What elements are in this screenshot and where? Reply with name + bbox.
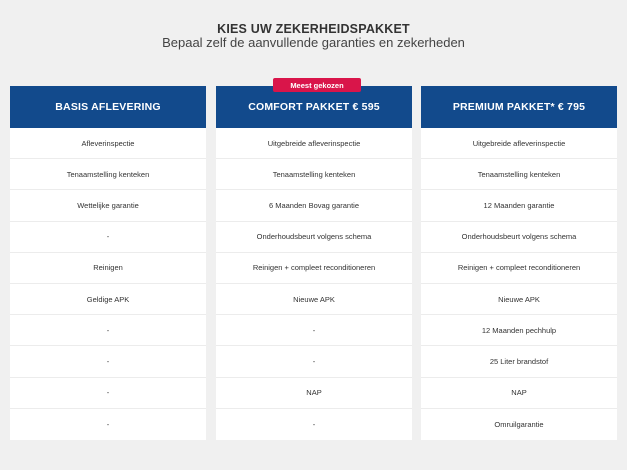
feature-row: Omruilgarantie <box>421 409 617 440</box>
plan-column-basis[interactable] <box>10 86 206 440</box>
page-subtitle: Bepaal zelf de aanvullende garanties en zekerheden <box>162 35 465 50</box>
feature-row: 25 Liter brandstof <box>421 346 617 377</box>
feature-row: - <box>216 409 412 440</box>
feature-row: Geldige APK <box>10 284 206 315</box>
plan-header-comfort[interactable]: COMFORT PAKKET € 595 <box>216 86 412 128</box>
feature-row: Onderhoudsbeurt volgens schema <box>421 222 617 253</box>
feature-row: - <box>10 346 206 377</box>
feature-row: Afleverinspectie <box>10 128 206 159</box>
feature-row: Tenaamstelling kenteken <box>421 159 617 190</box>
feature-row: Uitgebreide afleverinspectie <box>421 128 617 159</box>
feature-row: 12 Maanden garantie <box>421 190 617 221</box>
feature-row: Tenaamstelling kenteken <box>216 159 412 190</box>
feature-row: - <box>10 409 206 440</box>
plan-column-comfort[interactable] <box>216 86 412 440</box>
feature-row: Wettelijke garantie <box>10 190 206 221</box>
feature-row: NAP <box>421 378 617 409</box>
feature-row: - <box>216 346 412 377</box>
most-chosen-badge: Meest gekozen <box>273 78 361 92</box>
feature-row: NAP <box>216 378 412 409</box>
feature-row: Uitgebreide afleverinspectie <box>216 128 412 159</box>
feature-row: Tenaamstelling kenteken <box>10 159 206 190</box>
plan-header-premium[interactable]: PREMIUM PAKKET* € 795 <box>421 86 617 128</box>
feature-row: Reinigen <box>10 253 206 284</box>
feature-row: - <box>10 378 206 409</box>
page-title: KIES UW ZEKERHEIDSPAKKET <box>217 22 410 36</box>
feature-row: - <box>10 315 206 346</box>
feature-row: Onderhoudsbeurt volgens schema <box>216 222 412 253</box>
feature-row: 6 Maanden Bovag garantie <box>216 190 412 221</box>
feature-row: Nieuwe APK <box>421 284 617 315</box>
feature-row: 12 Maanden pechhulp <box>421 315 617 346</box>
feature-row: Nieuwe APK <box>216 284 412 315</box>
plan-column-premium[interactable] <box>421 86 617 440</box>
feature-row: Reinigen + compleet reconditioneren <box>216 253 412 284</box>
feature-row: Reinigen + compleet reconditioneren <box>421 253 617 284</box>
feature-row: - <box>216 315 412 346</box>
feature-row: - <box>10 222 206 253</box>
plan-header-basis[interactable]: BASIS AFLEVERING <box>10 86 206 128</box>
